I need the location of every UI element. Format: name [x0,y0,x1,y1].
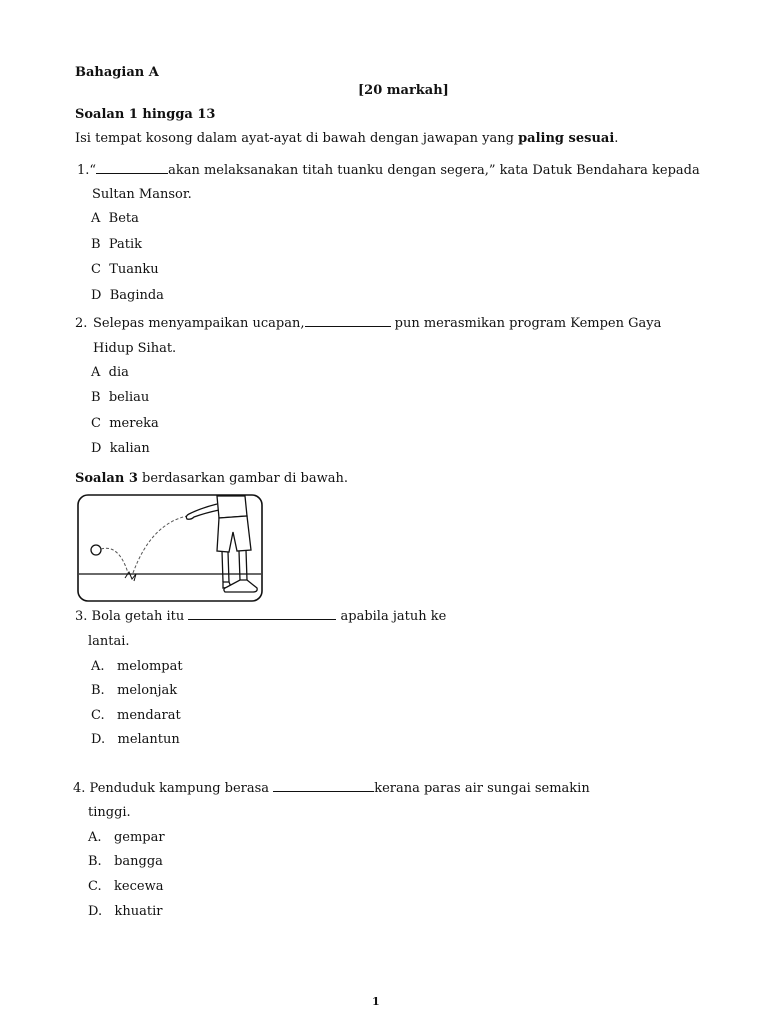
option-text: melantun [117,732,180,747]
option-a [91,366,129,379]
question-text: akan melaksanakan titah tuanku dengan segera,” kata Datuk Bendahara kepada [168,163,700,178]
instructions-text [75,132,618,145]
option-text: kalian [109,441,150,456]
option-letter: A. [88,830,102,845]
option-text: mereka [109,416,159,431]
question-text: Selepas menyampaikan ucapan, [93,316,305,331]
option-d [91,733,180,746]
question-4-line-2: tinggi. [88,805,131,820]
answer-blank [96,172,168,174]
option-a [91,660,183,673]
option-letter: D. [88,904,103,919]
option-text: kecewa [114,879,164,894]
option-b [91,238,142,251]
answer-blank [305,325,391,327]
question-text: kerana paras air sungai semakin [374,781,590,796]
question-range-title: Soalan 1 hingga 13 [75,107,216,122]
option-b [88,855,163,868]
option-text: Patik [108,237,143,252]
option-letter: C [91,262,101,277]
option-text: beliau [108,390,150,405]
option-c [91,417,159,430]
option-text: mendarat [117,708,181,723]
instructions-prefix: Isi tempat kosong dalam ayat-ayat di bawah dengan jawapan yang [75,131,519,146]
instructions-suffix: . [614,131,619,146]
option-letter: D [91,441,102,456]
question-text: pun merasmikan program Kempen Gaya [390,316,662,331]
question-1-line-1 [77,164,700,177]
option-b [91,684,177,697]
question-text: Bola getah itu [91,609,189,624]
question-text: Penduduk kampung berasa [89,781,274,796]
option-d [88,905,162,918]
option-a [88,831,165,844]
answer-blank [273,790,374,792]
question-3-intro [75,472,348,485]
option-text: dia [108,365,129,380]
bouncing-ball-picture [77,494,263,602]
instructions-emphasis: paling sesuai [518,131,615,146]
option-text: gempar [113,830,165,845]
marks-label: [20 markah] [358,83,449,98]
option-text: melompat [116,659,183,674]
option-b [91,391,149,404]
section-heading: Bahagian A [75,65,159,80]
question-1-line-2: Sultan Mansor. [92,187,192,202]
option-letter: C. [88,879,102,894]
option-c [91,709,181,722]
option-c [91,263,159,276]
question-text: apabila jatuh ke [336,609,447,624]
ball-icon [91,545,101,555]
option-text: khuatir [114,904,163,919]
intro-bold: Soalan 3 [75,471,138,486]
option-letter: B. [88,854,102,869]
answer-blank [188,618,336,620]
open-quote: “ [89,163,97,178]
option-letter: D. [91,732,106,747]
page-number: 1 [372,995,380,1008]
shirt-icon [217,496,247,518]
option-c [88,880,163,893]
option-letter: A [91,211,101,226]
question-4-line-1 [73,782,590,795]
question-3-line-2: lantai. [88,634,130,649]
question-2-line-2: Hidup Sihat. [93,341,177,356]
option-letter: B [91,237,101,252]
option-text: melonjak [117,683,178,698]
option-text: Tuanku [109,262,159,277]
option-a [91,212,139,225]
question-number: 4. [73,781,86,796]
option-text: Beta [108,211,139,226]
option-letter: A. [91,659,105,674]
option-text: bangga [114,854,163,869]
option-letter: A [91,365,101,380]
option-letter: C. [91,708,105,723]
option-letter: D [91,288,102,303]
option-letter: B [91,390,101,405]
option-text: Baginda [109,288,164,303]
option-d [91,289,164,302]
option-d [91,442,150,455]
option-letter: B. [91,683,105,698]
question-number: 3. [75,609,88,624]
question-number: 1. [77,163,90,178]
option-letter: C [91,416,101,431]
intro-text: berdasarkan gambar di bawah. [137,471,348,486]
question-2-line-1 [93,317,661,330]
question-2-number: 2. [75,316,88,331]
question-3-line-1 [75,610,446,623]
